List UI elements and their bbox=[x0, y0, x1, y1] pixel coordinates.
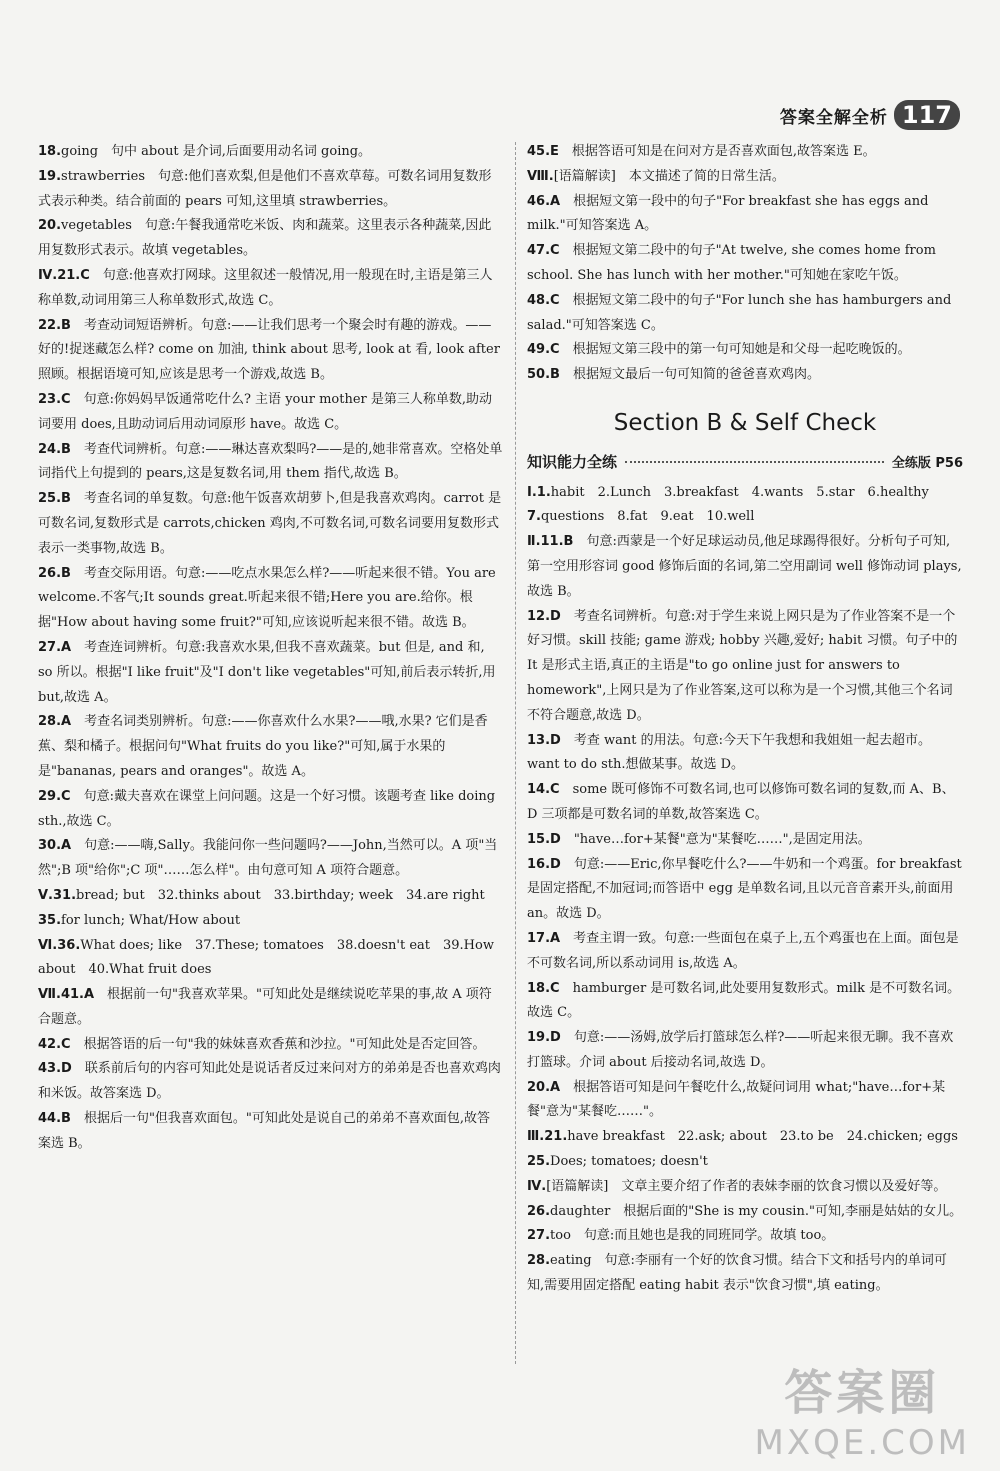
answer-text: 考查名词的单复数。句意:他午饭喜欢胡萝卜,但是我喜欢鸡肉。carrot 是可数名词,复数形式是 carrots,chicken 鸡肉,不可数名词,可数名词要用复数形式表示一类事物,故选 B。 bbox=[38, 491, 502, 556]
answer-text: 句意:——嗨,Sally。我能问你一些问题吗?——John,当然可以。A 项"当然";B 项"给你";C 项"……怎么样"。由句意可知 A 项符合题意。 bbox=[38, 838, 498, 879]
answer-number: 14.C bbox=[527, 782, 560, 798]
answer-text: 考查交际用语。句意:——吃点水果怎么样?——听起来很不错。You are welcome.不客气;It sounds great.听起来很不错;Here you are.给你。根据"How about having some fruit?"可知,应该说听起来很不错。故选 B。 bbox=[38, 565, 496, 631]
answer-item bbox=[527, 1076, 963, 1126]
answer-item bbox=[38, 165, 503, 215]
answer-text: 根据短文最后一句可知简的爸爸喜欢鸡肉。 bbox=[559, 367, 820, 383]
watermark-logo: 答案圈 bbox=[784, 1365, 941, 1421]
answer-text: 联系前后句的内容可知此处是说话者反过来问对方的弟弟是否也喜欢鸡肉和米饭。故答案选 D。 bbox=[38, 1061, 501, 1102]
answer-text: daughter 根据后面的"She is my cousin."可知,李丽是姑姑的女儿。 bbox=[550, 1203, 963, 1219]
answer-number: 27.A bbox=[38, 639, 72, 655]
answer-number: Ⅱ.11.B bbox=[527, 534, 574, 550]
answer-number: 50.B bbox=[527, 367, 560, 383]
answer-number: 28. bbox=[527, 1253, 551, 1269]
answer-text: [语篇解读] 本文描述了简的日常生活。 bbox=[553, 168, 785, 184]
answer-text: 句意:戴夫喜欢在课堂上问问题。这是一个好习惯。该题考查 like doing sth.,故选 C。 bbox=[38, 788, 496, 829]
answer-number: 22.B bbox=[38, 317, 71, 333]
answer-text: What does; like 37.These; tomatoes 38.doesn't eat 39.How about 40.What fruit does bbox=[38, 937, 494, 978]
answer-item bbox=[38, 834, 503, 884]
answer-item bbox=[38, 562, 503, 636]
answer-text: for lunch; What/How about bbox=[61, 912, 241, 928]
answer-text: 考查名词辨析。句意:对于学生来说上网只是为了作业答案不是一个好习惯。skill 技能; game 游戏; hobby 兴趣,爱好; habit 习惯。句子中的 It 是形式主语,真正的主语是"to go online just for answers to homework",上网只是为了作业答案,这可以称为是一个习惯,其他三个名词不符合题意,故选 D。 bbox=[527, 608, 958, 723]
answer-number: 44.B bbox=[38, 1111, 71, 1127]
answer-item bbox=[38, 140, 503, 165]
answer-text: eating 句意:李丽有一个好的饮食习惯。结合下文和括号内的单词可知,需要用固定搭配 eating habit 表示"饮食习惯",填 eating。 bbox=[527, 1253, 947, 1294]
answer-number: 42.C bbox=[38, 1036, 71, 1052]
answer-text: have breakfast 22.ask; about 23.to be 24.chicken; eggs bbox=[567, 1129, 958, 1145]
answer-text: 根据短文第二段中的句子"At twelve, she comes home from school. She has lunch with her mother."可知她在家吃午饭。 bbox=[527, 243, 936, 283]
right-bottom-answers bbox=[527, 481, 963, 1299]
answer-text: 句意:你妈妈早饭通常吃什么? 主语 your mother 是第三人称单数,助动词要用 does,且助动词后用动词原形 have。故选 C。 bbox=[38, 391, 493, 432]
answer-item bbox=[527, 1150, 963, 1175]
answer-item bbox=[527, 190, 963, 240]
answer-number: 48.C bbox=[527, 292, 560, 308]
answer-number: 20.A bbox=[527, 1079, 561, 1095]
answer-item bbox=[527, 165, 963, 190]
answer-text: going 句中 about 是介词,后面要用动名词 going。 bbox=[61, 144, 372, 159]
left-column bbox=[38, 140, 503, 1157]
answer-item bbox=[38, 438, 503, 488]
answer-item bbox=[527, 1224, 963, 1249]
answer-item bbox=[527, 140, 963, 165]
answer-text: 句意:——Eric,你早餐吃什么?——牛奶和一个鸡蛋。for breakfast 是固定搭配,不加冠词;而答语中 egg 是单数名词,且以元音音素开头,前面用 an。故选 D。 bbox=[527, 856, 962, 922]
answer-item bbox=[38, 264, 503, 314]
answer-item bbox=[527, 605, 963, 729]
right-column bbox=[527, 140, 963, 1299]
answer-item bbox=[527, 505, 963, 530]
answer-item bbox=[527, 1175, 963, 1200]
answer-item bbox=[38, 1033, 503, 1058]
answer-item bbox=[38, 314, 503, 388]
answer-item bbox=[527, 1200, 963, 1225]
answer-item bbox=[38, 1107, 503, 1157]
answer-number: Ⅶ.41.A bbox=[38, 987, 95, 1003]
answer-number: 18. bbox=[38, 144, 62, 159]
answer-text: 考查动词短语辨析。句意:——让我们思考一个聚会时有趣的游戏。——好的!捉迷藏怎么样? come on 加油, think about 思考, look at 看, look after 照顾。根据语境可知,应该是思考一个游戏,故选 B。 bbox=[38, 317, 500, 383]
answer-item bbox=[527, 853, 963, 927]
page-number: 117 bbox=[894, 100, 960, 130]
watermark-url: MXQE.COM bbox=[754, 1423, 970, 1463]
answer-item bbox=[527, 828, 963, 853]
answer-text: hamburger 是可数名词,此处要用复数形式。milk 是不可数名词。故选 C。 bbox=[527, 980, 961, 1021]
answer-text: 根据后一句"但我喜欢面包。"可知此处是说自己的弟弟不喜欢面包,故答案选 B。 bbox=[38, 1111, 491, 1151]
answer-text: [语篇解读] 文章主要介绍了作者的表妹李丽的饮食习惯以及爱好等。 bbox=[546, 1178, 947, 1194]
answer-number: 49.C bbox=[527, 342, 560, 358]
answer-item bbox=[527, 338, 963, 363]
answer-text: 句意:西蒙是一个好足球运动员,他足球踢得很好。分析句子可知,第一空用形容词 good 修饰后面的名词,第二空用副词 well 修饰动词 plays,故选 B。 bbox=[527, 534, 962, 599]
answer-text: questions 8.fat 9.eat 10.well bbox=[540, 509, 755, 525]
subhead bbox=[527, 450, 963, 477]
answer-number: 25.B bbox=[38, 491, 71, 507]
answer-text: 考查代词辨析。句意:——琳达喜欢梨吗?——是的,她非常喜欢。空格处单词指代上句提到的 pears,这是复数名词,用 them 指代,故选 B。 bbox=[38, 441, 503, 482]
answer-item bbox=[38, 487, 503, 561]
answer-item bbox=[38, 934, 503, 984]
answer-number: 43.D bbox=[38, 1061, 72, 1077]
answer-text: some 既可修饰不可数名词,也可以修饰可数名词的复数,而 A、B、D 三项都是可数名词的单数,故答案选 C。 bbox=[527, 782, 955, 822]
answer-item bbox=[38, 636, 503, 710]
answer-text: 句意:他喜欢打网球。这里叙述一般情况,用一般现在时,主语是第三人称单数,动词用第三人称单数形式,故选 C。 bbox=[38, 267, 493, 308]
answer-text: 根据短文第一段中的句子"For breakfast she has eggs and milk."可知答案选 A。 bbox=[527, 193, 929, 234]
answer-text: 句意:——汤姆,放学后打篮球怎么样?——听起来很无聊。我不喜欢打篮球。介词 about 后接动名词,故选 D。 bbox=[527, 1030, 954, 1070]
answer-number: 15.D bbox=[527, 831, 561, 847]
answer-text: 考查连词辨析。句意:我喜欢水果,但我不喜欢蔬菜。but 但是, and 和, so 所以。根据"I like fruit"及"I don't like vegetables"可知,前后表示转折,用 but,故选 A。 bbox=[38, 639, 496, 705]
column-divider bbox=[515, 142, 516, 1364]
answer-number: 29.C bbox=[38, 788, 71, 804]
answer-number: Ⅳ.21.C bbox=[38, 267, 90, 283]
subhead-version: 全练版 P56 bbox=[891, 455, 963, 471]
answer-number: 26. bbox=[527, 1203, 551, 1219]
answer-item bbox=[38, 388, 503, 438]
answer-item bbox=[38, 909, 503, 934]
answer-item bbox=[527, 530, 963, 604]
answer-number: Ⅲ.21. bbox=[527, 1129, 568, 1145]
answer-text: 根据答语可知是问午餐吃什么,故疑问词用 what;"have…for+某餐"意为"某餐吃……"。 bbox=[527, 1079, 946, 1120]
answer-text: 考查主谓一致。句意:一些面包在桌子上,五个鸡蛋也在上面。面包是不可数名词,所以系动词用 is,故选 A。 bbox=[527, 930, 959, 971]
answer-number: 30.A bbox=[38, 838, 72, 854]
answer-number: 27. bbox=[527, 1228, 551, 1244]
answer-number: 47.C bbox=[527, 243, 560, 259]
answer-item bbox=[38, 710, 503, 784]
answer-item bbox=[527, 1026, 963, 1076]
answer-number: 46.A bbox=[527, 193, 561, 209]
right-top-answers bbox=[527, 140, 963, 388]
header-title: 答案全解全析 bbox=[779, 107, 888, 128]
page-header bbox=[780, 100, 960, 130]
section-title: Section B & Self Check bbox=[613, 409, 877, 436]
answer-number: Ⅰ.1. bbox=[527, 484, 551, 500]
answer-item bbox=[38, 884, 503, 909]
answer-text: "have…for+某餐"意为"某餐吃……",是固定用法。 bbox=[560, 831, 871, 847]
answer-text: 考查名词类别辨析。句意:——你喜欢什么水果?——哦,水果? 它们是香蕉、梨和橘子。根据问句"What fruits do you like?"可知,属于水果的是"bananas, pears and oranges"。故选 A。 bbox=[38, 714, 488, 779]
answer-number: 7. bbox=[527, 509, 541, 525]
answer-number: 26.B bbox=[38, 565, 71, 581]
subhead-label: 知识能力全练 bbox=[527, 452, 618, 471]
answer-item bbox=[527, 1249, 963, 1299]
answer-number: 20. bbox=[38, 218, 62, 234]
answer-item bbox=[527, 1125, 963, 1150]
answer-item bbox=[38, 785, 503, 835]
answer-item bbox=[38, 983, 503, 1033]
answer-text: habit 2.Lunch 3.breakfast 4.wants 5.star 6.healthy bbox=[550, 484, 929, 500]
answer-number: 24.B bbox=[38, 441, 71, 457]
answer-number: 13.D bbox=[527, 732, 561, 748]
watermark bbox=[754, 1354, 970, 1463]
answer-text: 根据答语可知是在问对方是否喜欢面包,故答案选 E。 bbox=[558, 144, 876, 159]
answer-number: 25. bbox=[527, 1154, 551, 1170]
answer-item bbox=[527, 239, 963, 289]
answer-text: Does; tomatoes; doesn't bbox=[550, 1154, 708, 1170]
answer-number: Ⅳ. bbox=[527, 1178, 547, 1194]
answer-text: 根据前一句"我喜欢苹果。"可知此处是继续说吃苹果的事,故 A 项符合题意。 bbox=[38, 987, 492, 1027]
answer-item bbox=[527, 977, 963, 1027]
answer-text: strawberries 句意:他们喜欢梨,但是他们不喜欢草莓。可数名词用复数形式表示种类。结合前面的 pears 可知,这里填 strawberries。 bbox=[38, 168, 492, 209]
answer-number: Ⅷ. bbox=[527, 168, 554, 184]
answer-number: 45.E bbox=[527, 144, 559, 159]
answer-item bbox=[527, 729, 963, 779]
answer-text: 根据短文第三段中的第一句可知她是和父母一起吃晚饭的。 bbox=[559, 342, 911, 358]
answer-number: 35. bbox=[38, 912, 62, 928]
answer-number: Ⅵ.36. bbox=[38, 937, 81, 953]
answer-item bbox=[527, 481, 963, 506]
answer-item bbox=[38, 1057, 503, 1107]
answer-text: 根据答语的后一句"我的妹妹喜欢香蕉和沙拉。"可知此处是否定回答。 bbox=[70, 1036, 486, 1052]
answer-item bbox=[527, 289, 963, 339]
answer-number: 12.D bbox=[527, 608, 561, 624]
answer-text: 根据短文第二段中的句子"For lunch she has hamburgers and salad."可知答案选 C。 bbox=[527, 292, 952, 333]
answer-text: vegetables 句意:午餐我通常吃米饭、肉和蔬菜。这里表示各种蔬菜,因此用复数形式表示。故填 vegetables。 bbox=[38, 218, 492, 259]
answer-text: 考查 want 的用法。句意:今天下午我想和我姐姐一起去超市。want to do sth.想做某事。故选 D。 bbox=[527, 732, 931, 773]
dotted-leader bbox=[625, 461, 884, 463]
answer-item bbox=[527, 927, 963, 977]
answer-number: 16.D bbox=[527, 856, 561, 872]
answer-item bbox=[527, 778, 963, 828]
answer-number: 19. bbox=[38, 168, 62, 184]
answer-number: 28.A bbox=[38, 714, 72, 730]
answer-text: too 句意:而且她也是我的同班同学。故填 too。 bbox=[550, 1228, 835, 1244]
answer-text: bread; but 32.thinks about 33.birthday; week 34.are right bbox=[76, 887, 485, 903]
answer-item bbox=[38, 214, 503, 264]
answer-number: 17.A bbox=[527, 930, 561, 946]
answer-number: 18.C bbox=[527, 980, 560, 996]
answer-number: 19.D bbox=[527, 1030, 561, 1046]
answer-number: 23.C bbox=[38, 391, 71, 407]
answer-number: Ⅴ.31. bbox=[38, 887, 77, 903]
answer-item bbox=[527, 363, 963, 388]
